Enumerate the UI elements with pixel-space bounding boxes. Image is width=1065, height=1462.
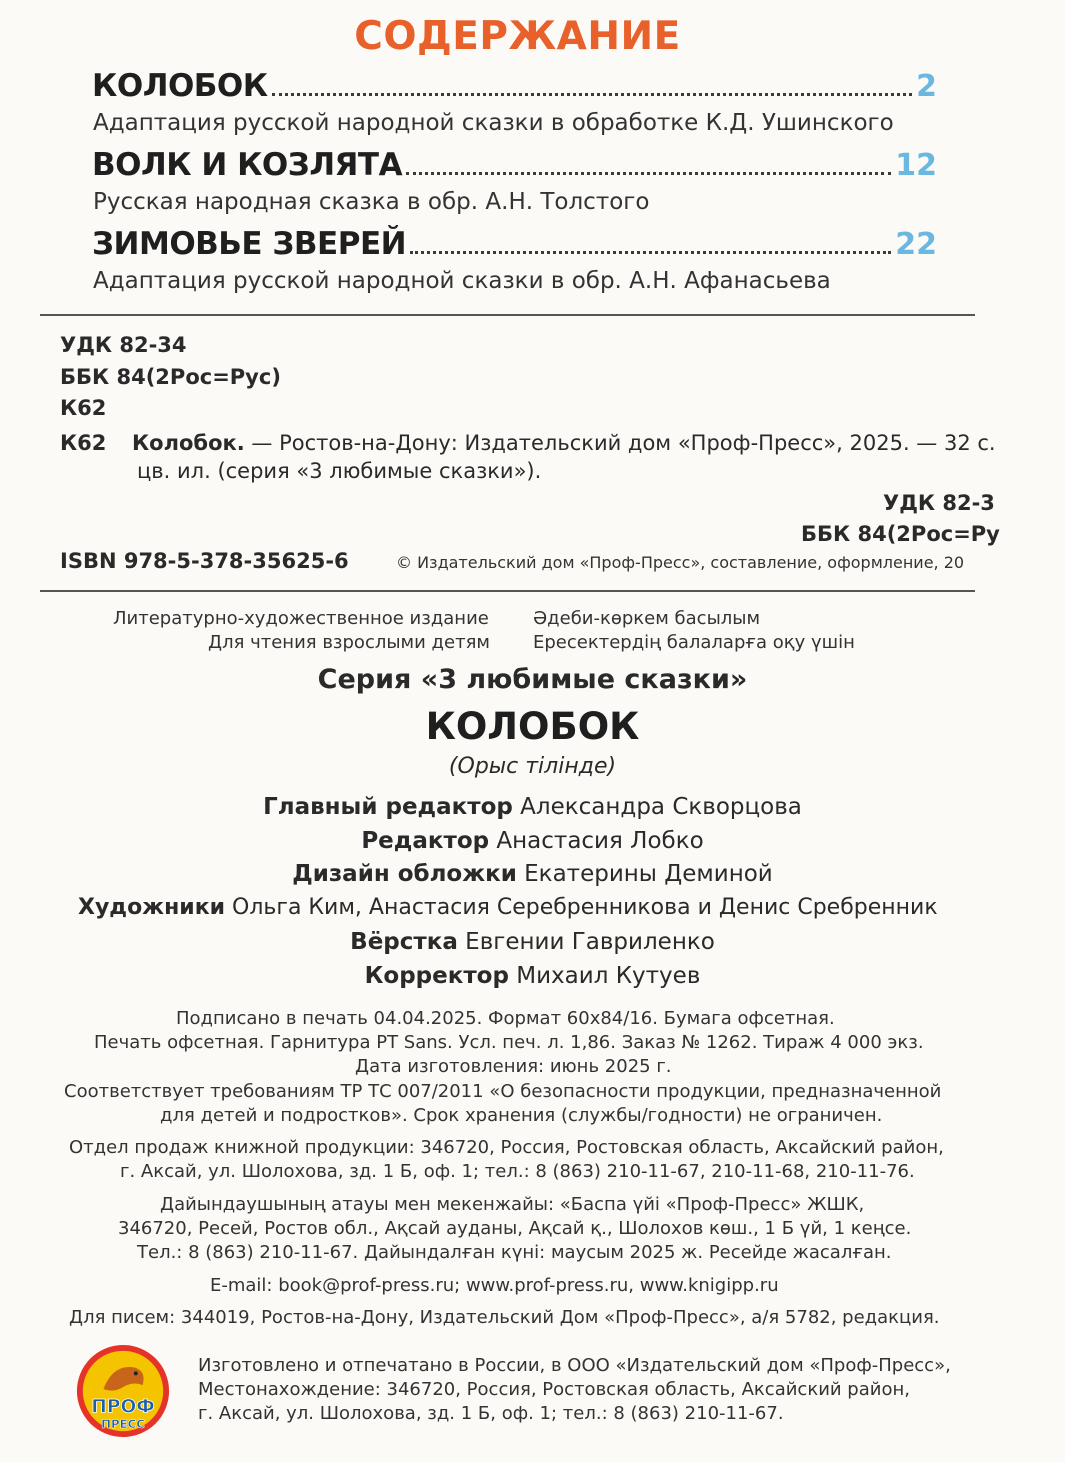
udk-code: УДК 82-34 — [60, 333, 187, 357]
credit-role: Корректор — [364, 963, 509, 989]
print-info-1: Подписано в печать 04.04.2025. Формат 60x84/16. Бумага офсетная. — [176, 1008, 835, 1029]
udk-code-right: УДК 82-3 — [883, 491, 995, 515]
divider — [40, 590, 975, 592]
toc-entry-subtitle: Адаптация русской народной сказки в обработке К.Д. Ушинского — [93, 110, 894, 136]
language-note: (Орыс тілінде) — [448, 754, 617, 779]
credit-role: Главный редактор — [263, 794, 513, 820]
author-code: К62 — [60, 396, 107, 420]
book-title: КОЛОБОК — [425, 705, 640, 748]
credit-line — [0, 861, 1065, 887]
credit-name: Евгении Гавриленко — [457, 929, 715, 955]
toc-entry[interactable] — [92, 147, 937, 183]
kz-info-2: 346720, Ресей, Ростов обл., Ақсай ауданы, Ақсай қ., Шолохов көш., 1 Б үй, 1 кеңсе. — [118, 1218, 912, 1239]
toc-entry-title: ЗИМОВЬЕ ЗВЕРЕЙ — [92, 226, 407, 262]
bbk-code: ББК 84(2Рос=Рус) — [60, 365, 281, 389]
credit-line — [78, 895, 938, 920]
toc-entry-subtitle: Русская народная сказка в обр. А.Н. Толстого — [93, 189, 650, 215]
toc-page-number: 12 — [895, 148, 937, 183]
credit-line — [0, 828, 1065, 854]
credit-role: Вёрстка — [350, 929, 458, 955]
author-code-entry: К62 — [60, 431, 107, 455]
copyright: © Издательский дом «Проф-Пресс», составление, оформление, 20 — [396, 553, 965, 572]
sales-info-1: Отдел продаж книжной продукции: 346720, Россия, Ростовская область, Аксайский район, — [69, 1137, 944, 1158]
bbk-code-right: ББК 84(2Рос=Ру — [801, 522, 1000, 546]
bib-title: Колобок. — [132, 431, 245, 455]
email-info: E-mail: book@prof-press.ru; www.prof-press.ru, www.knigipp.ru — [210, 1275, 779, 1296]
toc-heading: СОДЕРЖАНИЕ — [354, 14, 681, 59]
toc-entry[interactable] — [92, 68, 937, 104]
logo-text-2: ПРЕСС — [101, 1417, 145, 1432]
toc-leader-dots — [272, 93, 913, 96]
bib-description-line1: — Ростов-на-Дону: Издательский дом «Проф-Пресс», 2025. — 32 с. — [244, 431, 996, 455]
made-info-1: Изготовлено и отпечатано в России, в ООО «Издательский дом «Проф-Пресс», — [198, 1355, 951, 1376]
credit-line — [0, 929, 1065, 955]
credit-name: Анастасия Лобко — [489, 828, 704, 854]
isbn: ISBN 978-5-378-35625-6 — [60, 549, 349, 573]
credit-name: Екатерины Деминой — [516, 861, 773, 887]
safety-info-1: Соответствует требованиям ТР ТС 007/2011 «О безопасности продукции, предназначенной — [64, 1081, 942, 1102]
credit-role: Дизайн обложки — [292, 861, 517, 887]
kz-info-3: Тел.: 8 (863) 210-11-67. Дайындалған күні: маусым 2025 ж. Ресейде жасалған. — [137, 1242, 892, 1263]
toc-page-number: 22 — [895, 227, 937, 262]
credit-name: Ольга Ким, Анастасия Серебренникова и Денис Сребренник — [225, 895, 938, 920]
age-ru: Для чтения взрослыми детям — [208, 632, 490, 653]
credit-role: Художники — [78, 895, 226, 920]
safety-info-2: для детей и подростков». Срок хранения (службы/годности) не ограничен. — [160, 1105, 883, 1126]
toc-leader-dots — [406, 172, 891, 175]
logo-text-1: ПРОФ — [91, 1396, 155, 1418]
genre-ru: Литературно-художественное издание — [113, 608, 489, 629]
made-info-2: Местонахождение: 346720, Россия, Ростовская область, Аксайский район, — [198, 1379, 910, 1400]
credit-line — [0, 963, 1065, 989]
bib-description-line2: цв. ил. (серия «3 любимые сказки»). — [137, 459, 542, 483]
toc-page-number: 2 — [916, 69, 937, 104]
print-info-3: Дата изготовления: июнь 2025 г. — [355, 1056, 672, 1077]
toc-entry-subtitle: Адаптация русской народной сказки в обр. А.Н. Афанасьева — [93, 268, 831, 294]
bib-description — [132, 431, 996, 455]
toc-entry-title: КОЛОБОК — [92, 68, 268, 104]
series-title: Серия «3 любимые сказки» — [317, 664, 748, 695]
age-kz: Ересектердің балаларға оқу үшін — [533, 632, 855, 653]
credit-name: Александра Скворцова — [512, 794, 802, 820]
genre-kz: Әдеби-көркем басылым — [533, 608, 761, 629]
letters-info: Для писем: 344019, Ростов-на-Дону, Издательский Дом «Проф-Пресс», а/я 5782, редакция. — [69, 1307, 940, 1328]
sales-info-2: г. Аксай, ул. Шолохова, зд. 1 Б, оф. 1; тел.: 8 (863) 210-11-67, 210-11-68, 210-11-76. — [120, 1161, 915, 1182]
credit-name: Михаил Кутуев — [508, 963, 701, 989]
toc-leader-dots — [410, 251, 891, 254]
toc-entry[interactable] — [92, 226, 937, 262]
made-info-3: г. Аксай, ул. Шолохова, зд. 1 Б, оф. 1; тел.: 8 (863) 210-11-67. — [198, 1403, 784, 1424]
toc-entry-title: ВОЛК И КОЗЛЯТА — [92, 147, 403, 183]
divider — [40, 314, 975, 316]
publisher-logo — [74, 1342, 172, 1440]
credit-role: Редактор — [361, 828, 490, 854]
kz-info-1: Дайындаушының атауы мен мекенжайы: «Баспа үйі «Проф-Пресс» ЖШК, — [160, 1194, 865, 1215]
print-info-2: Печать офсетная. Гарнитура PT Sans. Усл. печ. л. 1,86. Заказ № 1262. Тираж 4 000 экз. — [94, 1032, 924, 1053]
credit-line — [0, 794, 1065, 820]
